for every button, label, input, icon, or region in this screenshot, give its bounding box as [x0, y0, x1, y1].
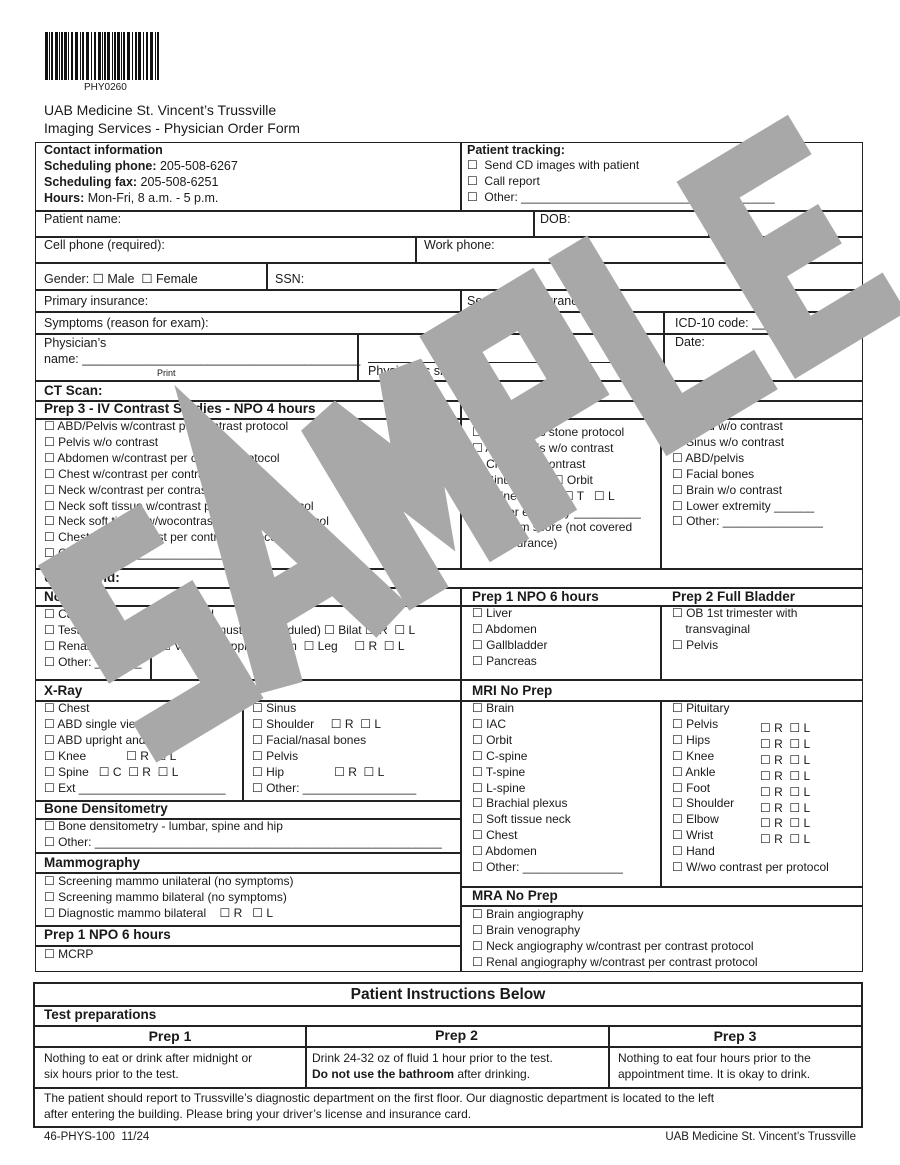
ct-option[interactable]: ☐ ABD/Pelvis w/contrast per contrast protocol	[44, 419, 289, 433]
ct-option[interactable]: ☐ Calcium score (not covered	[472, 520, 633, 535]
ct-option[interactable]: ☐ Facial bones	[672, 466, 755, 481]
xray-option[interactable]: ☐ Hip ☐ R ☐ L	[252, 764, 385, 779]
mri-option[interactable]: ☐ Chest	[472, 828, 518, 843]
divider	[35, 333, 862, 335]
ct-option[interactable]: ☐ Pelvis w/o contrast	[44, 434, 159, 449]
barcode-bar	[82, 32, 84, 80]
bone-option[interactable]: ☐ Bone densitometry - lumbar, spine and hip	[44, 819, 283, 833]
mri-option[interactable]: ☐ Brachial plexus	[472, 796, 568, 811]
us-noprep-heading: No Prep	[44, 589, 96, 604]
ct-option[interactable]: ☐ Chest w/contrast per contrast protocol	[44, 466, 261, 481]
mra-heading: MRA No Prep	[472, 888, 558, 903]
mri-option[interactable]: ☐ Hand	[672, 844, 715, 859]
divider	[660, 700, 662, 886]
prep2-title: Prep 2	[435, 1027, 478, 1043]
ct-noprep-heading: No Prep	[472, 401, 524, 416]
instructions-note: The patient should report to Trussville’s diagnostic department on the first floor. Our diagnostic department is located to the left after entering the building. Please bring your driver’s license and insurance card.	[44, 1091, 715, 1121]
us-option[interactable]: ☐ Venous doppler ☐Arm ☐ Leg ☐ R ☐ L	[160, 638, 405, 653]
mri-option[interactable]: ☐ C-spine	[472, 748, 528, 763]
ultrasound-col3-list	[672, 606, 797, 654]
barcode-bar	[80, 32, 81, 80]
us-option[interactable]: ☐ Thyroid	[160, 607, 214, 621]
page-subtitle: Imaging Services - Physician Order Form	[44, 120, 300, 136]
divider	[660, 418, 662, 568]
order-time-field[interactable]: Time:	[792, 335, 823, 349]
tracking-option[interactable]: ☐ Call report	[467, 173, 540, 188]
barcode-bar	[143, 32, 144, 80]
physician-signature-label: Physician’s signature	[368, 364, 486, 378]
mri-option[interactable]: ☐ Shoulder	[672, 796, 735, 811]
barcode-bar	[104, 32, 106, 80]
us-option[interactable]: ☐ Renal	[44, 638, 90, 653]
barcode-bar	[94, 32, 96, 80]
signature-line[interactable]	[368, 362, 648, 363]
us-option[interactable]: ☐ OB 1st trimester with	[672, 606, 798, 620]
ssn-field[interactable]: SSN:	[275, 272, 305, 286]
barcode-bar	[121, 32, 122, 80]
us-option[interactable]: ☐ Abdomen	[472, 621, 537, 636]
barcode-bar	[64, 32, 67, 80]
ultrasound-heading: Ultrasound:	[44, 570, 120, 585]
tracking-option[interactable]: ☐ Send CD images with patient	[467, 158, 640, 172]
xray-option[interactable]: ☐ Chest	[44, 701, 90, 715]
ct-heading: CT Scan:	[44, 383, 103, 398]
primary-insurance-field[interactable]: Primary insurance:	[44, 294, 149, 308]
ct-option[interactable]: ☐ ABD/Pelvis w/o contrast	[472, 440, 614, 455]
scheduling-fax: Scheduling fax: 205-508-6251	[44, 175, 219, 189]
divider	[35, 289, 862, 291]
mri-option[interactable]: ☐ Abdomen	[472, 844, 537, 859]
prep1-title: Prep 1	[148, 1028, 192, 1044]
barcode-number: PHY0260	[84, 82, 127, 93]
us-option[interactable]: ☐ Other: _______	[44, 654, 142, 669]
divider	[35, 945, 460, 947]
mri-col1-list	[472, 701, 623, 876]
us-option[interactable]: ☐ Pancreas	[472, 653, 537, 668]
xray-option[interactable]: ☐ ABD upright and flat	[44, 732, 165, 747]
mra-option[interactable]: ☐ Neck angiography w/contrast per contrast protocol	[472, 938, 754, 953]
xray-option[interactable]: ☐ Sinus	[252, 701, 297, 715]
us-option[interactable]: ☐ Gallbladder	[472, 637, 548, 652]
ct-option[interactable]: by insurance)	[472, 536, 558, 551]
gender-field[interactable]: Gender: ☐ Male ☐ Female	[44, 272, 198, 286]
ct-option[interactable]: ☐ Sinus ☐ Orbit	[472, 472, 593, 487]
us-option[interactable]: ☐ Testicular	[44, 622, 109, 637]
mri-option[interactable]: ☐ L-spine	[472, 780, 526, 795]
divider	[663, 311, 665, 380]
ct-col2-list	[472, 425, 641, 552]
ct-option[interactable]: ☐ Neck soft tissue w/wocontrast per contrast protocol	[44, 514, 329, 529]
mri-side-option[interactable]: ☐ R ☐ L	[760, 832, 811, 847]
mra-option[interactable]: ☐ Renal angiography w/contrast per contrast protocol	[472, 954, 758, 969]
mri-option[interactable]: ☐ W/wo contrast per protocol	[672, 860, 829, 875]
bone-items-list	[44, 819, 442, 851]
ct-option[interactable]: ☐ Chest PE w/contrast per contrast protocol	[44, 530, 280, 545]
mri-side-option[interactable]: ☐ R ☐ L	[760, 736, 811, 751]
barcode-bar	[107, 32, 110, 80]
barcode-bar	[45, 32, 48, 80]
mri-side-option[interactable]: ☐ R ☐ L	[760, 721, 811, 735]
order-date-field[interactable]: Date:	[675, 335, 705, 349]
instructions-heading: Patient Instructions Below	[350, 986, 546, 1003]
barcode-bar	[91, 32, 92, 80]
ct-option[interactable]: ☐ Sinus w/o contrast	[672, 434, 785, 449]
divider	[35, 380, 862, 382]
barcode-bar	[127, 32, 130, 80]
mri-side-option[interactable]: ☐ R ☐ L	[760, 800, 811, 815]
mri-sides-list	[760, 721, 810, 848]
secondary-insurance-field[interactable]: Secondary insurance:	[467, 294, 588, 308]
us-prep1-heading: Prep 1 NPO 6 hours	[472, 589, 599, 604]
xray-option[interactable]: ☐ Pelvis	[252, 748, 299, 763]
scheduling-phone: Scheduling phone: 205-508-6267	[44, 159, 238, 173]
contact-heading: Contact information	[44, 143, 163, 157]
physician-name-label: Physician’s	[44, 336, 107, 350]
icd10-field[interactable]: ICD-10 code: __ __ __ __	[675, 316, 819, 330]
xray-heading: X-Ray	[44, 683, 83, 698]
barcode-bar	[102, 32, 103, 80]
print-label: Print	[157, 368, 176, 378]
mri-side-option[interactable]: ☐ R ☐ L	[760, 784, 811, 799]
form-id: 46-PHYS-100 11/24	[44, 1131, 150, 1143]
ct-option[interactable]: ☐ Other: _______________________	[44, 546, 249, 561]
bone-heading: Bone Densitometry	[44, 801, 168, 816]
mra-option[interactable]: ☐ Brain venography	[472, 922, 581, 937]
mra-items-list	[472, 907, 758, 971]
xray-option[interactable]: ☐ Other: _________________	[252, 780, 417, 795]
ct-option[interactable]: ☐ Other: _______________	[672, 514, 823, 529]
tracking-items-list	[467, 158, 775, 206]
divider	[460, 289, 462, 311]
us-option[interactable]: ☐ Liver	[472, 606, 513, 620]
us-prep2-heading: Prep 2 Full Bladder	[672, 589, 796, 604]
us-option[interactable]: ☐ Breast (must be scheduled) ☐ Bilat ☐ R ☐ L	[160, 622, 416, 637]
us-option[interactable]: transvaginal	[672, 621, 751, 636]
barcode-bar	[51, 32, 53, 80]
dob-field[interactable]: DOB:	[540, 212, 571, 226]
us-option[interactable]: ☐ Carotid	[44, 607, 97, 621]
divider	[780, 236, 782, 262]
prep1-items-list	[44, 947, 93, 963]
barcode	[45, 32, 160, 80]
xray-option[interactable]: ☐ Spine ☐ C ☐ R ☐ L	[44, 764, 179, 779]
barcode-bar	[146, 32, 148, 80]
divider	[415, 236, 417, 262]
ct-col3-list	[672, 419, 823, 530]
ct-option[interactable]: ☐ Chest w/o contrast	[472, 456, 586, 471]
mri-option[interactable]: ☐ Wrist	[672, 828, 714, 843]
prep1-option[interactable]: ☐ MCRP	[44, 947, 94, 961]
work-phone-field[interactable]: Work phone:	[424, 238, 495, 252]
divider	[35, 852, 460, 854]
page-title: UAB Medicine St. Vincent’s Trussville	[44, 102, 277, 118]
barcode-bar	[98, 32, 101, 80]
ultrasound-col1-list	[44, 607, 142, 671]
ct-option[interactable]: ☐ Neck soft tissue w/contrast per contrast protocol	[44, 498, 314, 513]
barcode-bar	[68, 32, 69, 80]
ct-option[interactable]: ☐ ABD/pelvis	[672, 450, 745, 465]
ct-option[interactable]: ☐ Lower extremity ______	[672, 498, 815, 513]
barcode-bar	[55, 32, 58, 80]
xray-option[interactable]: ☐ ABD single view (KUB)	[44, 716, 181, 731]
ultrasound-col2-list	[472, 606, 547, 670]
tracking-heading: Patient tracking:	[467, 143, 565, 157]
hours: Hours: Mon-Fri, 8 a.m. - 5 p.m.	[44, 191, 219, 205]
prep1-heading: Prep 1 NPO 6 hours	[44, 927, 171, 942]
barcode-bar	[135, 32, 137, 80]
mri-option[interactable]: ☐ IAC	[472, 716, 507, 731]
barcode-bar	[59, 32, 60, 80]
divider	[35, 311, 862, 313]
mammo-option[interactable]: ☐ Screening mammo unilateral (no symptoms)	[44, 874, 294, 888]
divider	[35, 262, 862, 264]
ct-option[interactable]: ☐ Upper extremity __________	[472, 504, 641, 519]
us-option[interactable]: ☐ Pelvis	[672, 637, 719, 652]
prep3-text: Nothing to eat four hours prior to the appointment time. It is okay to drink.	[618, 1051, 811, 1081]
mra-option[interactable]: ☐ Brain angiography	[472, 907, 584, 921]
ct-col1-list	[44, 419, 329, 562]
divider	[35, 568, 862, 570]
divider	[533, 210, 535, 236]
xray-option[interactable]: ☐ Facial/nasal bones	[252, 732, 367, 747]
divider	[460, 142, 462, 210]
mammo-heading: Mammography	[44, 855, 141, 870]
barcode-bar	[132, 32, 133, 80]
ct-option[interactable]: ☐ Spine ☐ C ☐ T ☐ L	[472, 488, 615, 503]
barcode-bar	[138, 32, 141, 80]
cell-phone-field[interactable]: Cell phone (required):	[44, 238, 165, 252]
tracking-option[interactable]: ☐ Other: ______________________________________	[467, 189, 775, 204]
mri-option[interactable]: ☐ Orbit	[472, 732, 513, 747]
mri-option[interactable]: ☐ T-spine	[472, 764, 526, 779]
date-field[interactable]: Date:	[716, 212, 746, 226]
mri-option[interactable]: ☐ Knee	[672, 748, 715, 763]
xray-option[interactable]: ☐ Knee ☐ R ☐ L	[44, 748, 177, 763]
divider	[460, 400, 462, 568]
mammo-option[interactable]: ☐ Screening mammo bilateral (no symptoms)	[44, 889, 287, 904]
patient-name-field[interactable]: Patient name:	[44, 212, 122, 226]
ct-option[interactable]: ☐ Head w/o contrast	[672, 419, 783, 433]
mri-side-option[interactable]: ☐ R ☐ L	[760, 816, 811, 831]
barcode-bar	[86, 32, 89, 80]
barcode-bar	[123, 32, 125, 80]
ct-option[interactable]: ☐ Neck w/contrast per contrast protocol	[44, 482, 257, 497]
mri-option[interactable]: ☐ Soft tissue neck	[472, 812, 571, 827]
divider	[660, 605, 662, 679]
barcode-bar	[157, 32, 159, 80]
weight-field[interactable]: Weight:	[790, 238, 833, 252]
mri-option[interactable]: ☐ Ankle	[672, 764, 716, 779]
footer-org: UAB Medicine St. Vincent’s Trussville	[665, 1131, 856, 1143]
mri-option[interactable]: ☐ Hips	[672, 732, 711, 747]
bone-option[interactable]: ☐ Other: ____________________________________________________	[44, 834, 442, 849]
mri-heading: MRI No Prep	[472, 683, 553, 698]
mammo-items-list	[44, 874, 294, 922]
divider	[35, 679, 862, 681]
xray-option[interactable]: ☐ Shoulder ☐ R ☐ L	[252, 716, 381, 731]
divider	[242, 700, 244, 800]
xray-col2-list	[252, 701, 416, 796]
barcode-bar	[112, 32, 113, 80]
mammo-option[interactable]: ☐ Diagnostic mammo bilateral ☐ R ☐ L	[44, 905, 274, 920]
mri-option[interactable]: ☐ Other: _______________	[472, 860, 623, 875]
mri-option[interactable]: ☐ Pituitary	[672, 701, 730, 715]
ct-option[interactable]: ☐ ABD/Pelvis stone protocol	[472, 425, 625, 439]
ct-option[interactable]: ☐ Brain w/o contrast	[672, 482, 783, 497]
mri-side-option[interactable]: ☐ R ☐ L	[760, 768, 811, 783]
barcode-bar	[75, 32, 78, 80]
barcode-bar	[117, 32, 120, 80]
mri-option[interactable]: ☐ Brain	[472, 701, 515, 715]
prep2-text: Drink 24-32 oz of fluid 1 hour prior to the test. Do not use the bathroom after drinking.	[312, 1051, 553, 1081]
ultrasound-col1b-list	[160, 607, 415, 655]
barcode-bar	[114, 32, 116, 80]
physician-name-field[interactable]: name: ________________________________________	[44, 352, 361, 366]
prep1-text: Nothing to eat or drink after midnight or six hours prior to the test.	[44, 1051, 253, 1081]
barcode-bar	[49, 32, 50, 80]
ct-option[interactable]: ☐ Abdomen w/contrast per contrast protocol	[44, 450, 280, 465]
prep3-title: Prep 3	[713, 1028, 757, 1044]
xray-option[interactable]: ☐ Ext ______________________	[44, 780, 226, 795]
test-preparations-heading: Test preparations	[44, 1007, 157, 1022]
divider	[150, 655, 152, 679]
barcode-bar	[155, 32, 156, 80]
divider	[708, 210, 710, 236]
xray-col1-list	[44, 701, 226, 796]
mri-side-option[interactable]: ☐ R ☐ L	[760, 752, 811, 767]
symptoms-field[interactable]: Symptoms (reason for exam):	[44, 316, 209, 330]
barcode-bar	[61, 32, 63, 80]
divider	[460, 587, 462, 972]
ct-prep3-heading: Prep 3 - IV Contrast Studies - NPO 4 hours	[44, 401, 316, 416]
mri-option[interactable]: ☐ Elbow	[672, 812, 719, 827]
barcode-bar	[71, 32, 73, 80]
mri-option[interactable]: ☐ Pelvis	[672, 716, 719, 731]
mri-option[interactable]: ☐ Foot	[672, 780, 711, 795]
divider	[266, 262, 268, 289]
barcode-bar	[150, 32, 153, 80]
